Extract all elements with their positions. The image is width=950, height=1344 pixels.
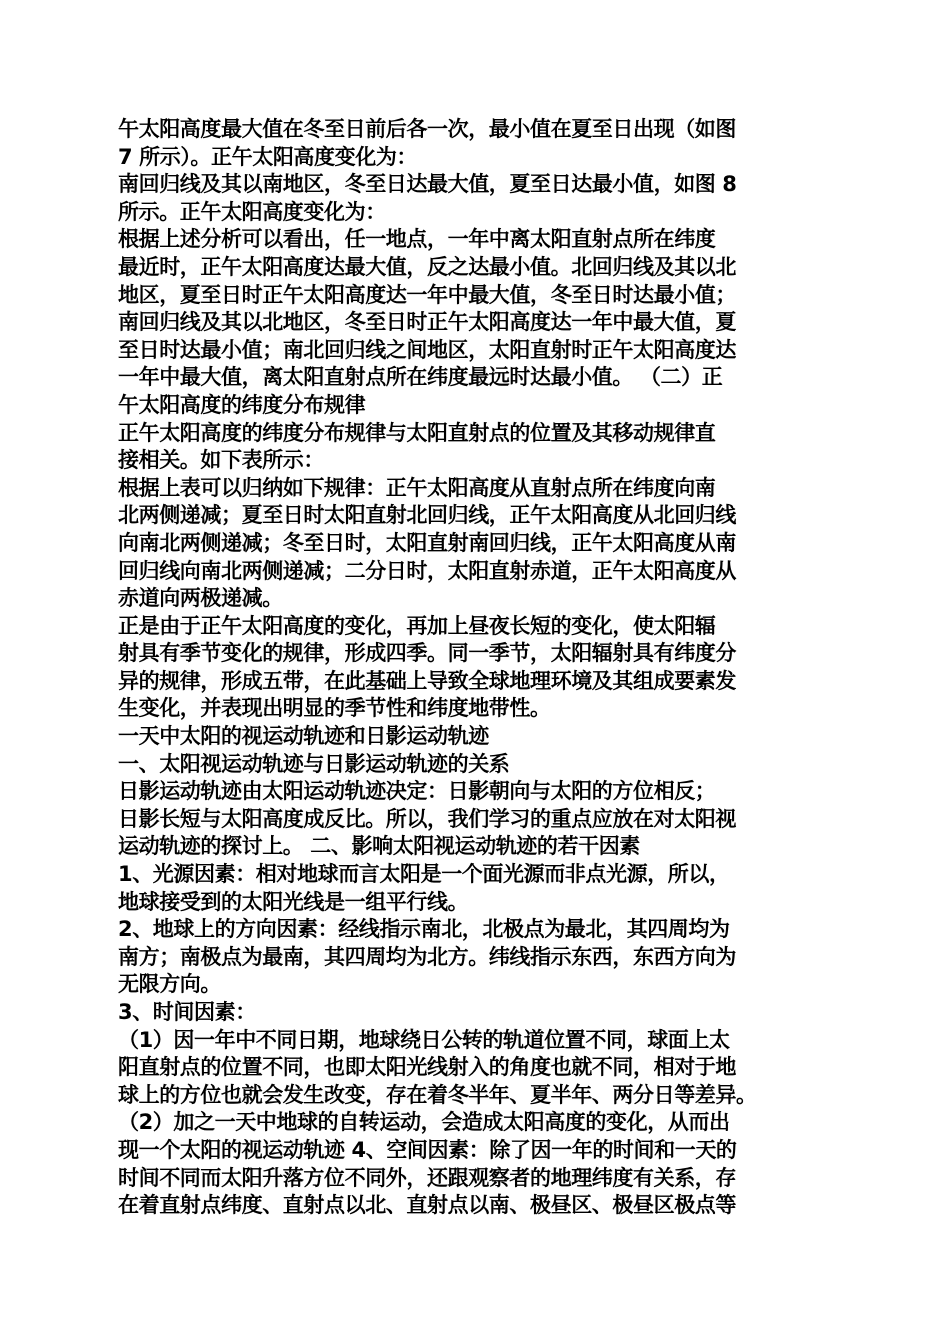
text-line: 7 所示）。正午太阳高度变化为： xyxy=(118,144,418,169)
text-line: 接相关。如下表所示： xyxy=(118,448,324,473)
text-line: 地区，夏至日时正午太阳高度达一年中最大值，冬至日时达最小值； xyxy=(118,282,736,307)
text-line: 午太阳高度最大值在冬至日前后各一次，最小值在夏至日出现（如图 xyxy=(118,117,736,141)
text-line: 日影长短与太阳高度成反比。所以，我们学习的重点应放在对太阳视 xyxy=(118,806,736,831)
text-line: 至日时达最小值；南北回归线之间地区，太阳直射时正午太阳高度达 xyxy=(118,337,736,362)
section-heading: 一天中太阳的视运动轨迹和日影运动轨迹 xyxy=(118,724,489,749)
text-line: 所示。正午太阳高度变化为： xyxy=(118,199,386,224)
text-line: 南回归线及其以南地区，冬至日达最大值，夏至日达最小值，如图 8 xyxy=(118,172,737,197)
text-line: 日影运动轨迹由太阳运动轨迹决定：日影朝向与太阳的方位相反； xyxy=(118,779,716,804)
text-line: 赤道向两极递减。 xyxy=(118,586,283,611)
text-line: 生变化，并表现出明显的季节性和纬度地带性。 xyxy=(118,696,551,721)
text-line: 3、时间因素： xyxy=(118,1000,256,1024)
section-heading: 一、太阳视运动轨迹与日影运动轨迹的关系 xyxy=(118,751,510,776)
text-line: 午太阳高度的纬度分布规律 xyxy=(118,392,366,417)
text-line: 地球接受到的太阳光线是一组平行线。 xyxy=(118,889,469,914)
text-line: 无限方向。 xyxy=(118,972,221,997)
text-line: 异的规律，形成五带，在此基础上导致全球地理环境及其组成要素发 xyxy=(118,668,736,693)
text-line: 时间不同而太阳升落方位不同外，还跟观察者的地理纬度有关系，存 xyxy=(118,1165,736,1190)
text-line: 北两侧递减；夏至日时太阳直射北回归线，正午太阳高度从北回归线 xyxy=(118,503,736,528)
text-line: 阳直射点的位置不同，也即太阳光线射入的角度也就不同，相对于地 xyxy=(118,1055,736,1080)
text-line: 根据上表可以归纳如下规律：正午太阳高度从直射点所在纬度向南 xyxy=(118,475,716,500)
text-line: 运动轨迹的探讨上。 二、影响太阳视运动轨迹的若干因素 xyxy=(118,834,640,859)
text-line: 在着直射点纬度、直射点以北、直射点以南、极昼区、极昼区极点等 xyxy=(118,1193,736,1218)
text-line: 2、地球上的方向因素：经线指示南北，北极点为最北，其四周均为 xyxy=(118,917,730,942)
text-line: 现一个太阳的视运动轨迹 4、空间因素：除了因一年的时间和一天的 xyxy=(118,1137,737,1162)
document-body xyxy=(118,116,840,1220)
text-line: 射具有季节变化的规律，形成四季。同一季节，太阳辐射具有纬度分 xyxy=(118,641,736,666)
text-line: （1）因一年中不同日期，地球绕日公转的轨道位置不同，球面上太 xyxy=(118,1027,730,1052)
text-line: 正是由于正午太阳高度的变化，再加上昼夜长短的变化，使太阳辐 xyxy=(118,613,716,638)
text-line: （2）加之一天中地球的自转运动，会造成太阳高度的变化，从而出 xyxy=(118,1110,730,1135)
text-line: 回归线向南北两侧递减；二分日时，太阳直射赤道，正午太阳高度从 xyxy=(118,558,736,583)
text-line: 一年中最大值，离太阳直射点所在纬度最远时达最小值。 （二）正 xyxy=(118,365,723,390)
text-line: 球上的方位也就会发生改变，存在着冬半年、夏半年、两分日等差异。 xyxy=(118,1082,757,1107)
text-line: 南回归线及其以北地区，冬至日时正午太阳高度达一年中最大值，夏 xyxy=(118,310,736,335)
text-line: 正午太阳高度的纬度分布规律与太阳直射点的位置及其移动规律直 xyxy=(118,420,716,445)
text-line: 1、光源因素：相对地球而言太阳是一个面光源而非点光源，所以， xyxy=(118,862,730,887)
text-line: 向南北两侧递减；冬至日时，太阳直射南回归线，正午太阳高度从南 xyxy=(118,530,736,555)
text-line: 南方；南极点为最南，其四周均为北方。纬线指示东西，东西方向为 xyxy=(118,944,736,969)
text-line: 根据上述分析可以看出，任一地点，一年中离太阳直射点所在纬度 xyxy=(118,227,716,252)
text-line: 最近时，正午太阳高度达最大值，反之达最小值。北回归线及其以北 xyxy=(118,254,736,279)
